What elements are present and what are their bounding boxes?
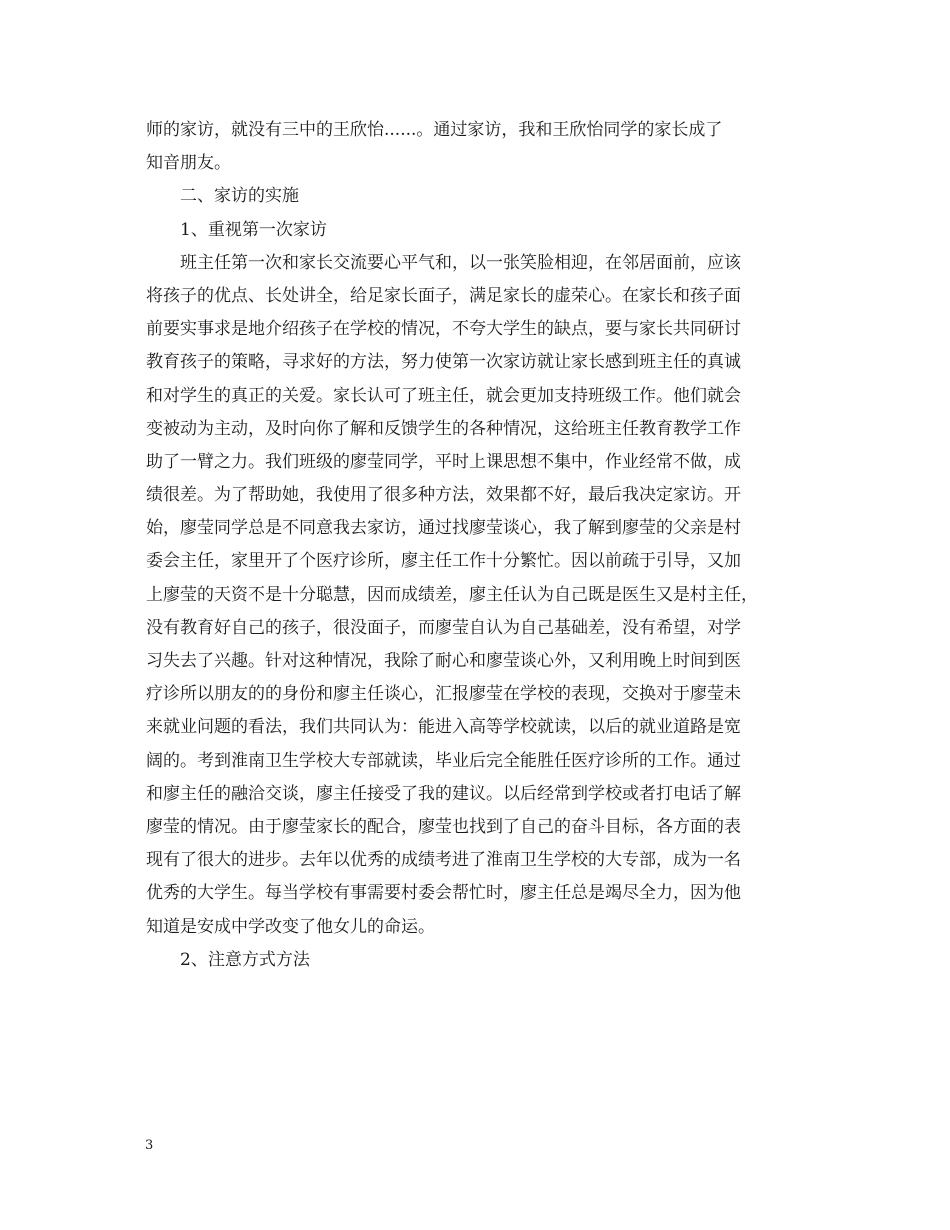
- text-line: 现有了很大的进步。去年以优秀的成绩考进了淮南卫生学校的大专部，成为一名: [146, 850, 741, 871]
- section-heading: 二、家访的实施: [180, 186, 299, 207]
- subsection-heading: 2、注意方式方法: [180, 949, 310, 970]
- text-line: 知音朋友。: [146, 153, 231, 174]
- text-line: 习失去了兴趣。针对这种情况，我除了耐心和廖莹谈心外，又利用晚上时间到医: [146, 651, 741, 671]
- text-line: 师的家访，就没有三中的王欣怡......。通过家访，我和王欣怡同学的家长成了: [146, 120, 723, 140]
- text-line: 班主任第一次和家长交流要心平气和，以一张笑脸相迎，在邻居面前，应该: [180, 252, 741, 273]
- text-line: 将孩子的优点、长处讲全，给足家长面子，满足家长的虚荣心。在家长和孩子面: [146, 285, 741, 306]
- text-line: 委会主任，家里开了个医疗诊所，廖主任工作十分繁忙。因以前疏于引导，又加: [146, 551, 741, 572]
- text-line: 和对学生的真正的关爱。家长认可了班主任，就会更加支持班级工作。他们就会: [146, 385, 741, 406]
- text-line: 始，廖莹同学总是不同意我去家访，通过找廖莹谈心，我了解到廖莹的父亲是村: [146, 518, 741, 539]
- text-line: 知道是安成中学改变了他女儿的命运。: [146, 916, 435, 937]
- subsection-heading: 1、重视第一次家访: [180, 219, 327, 240]
- text-line: 疗诊所以朋友的的身份和廖主任谈心，汇报廖莹在学校的表现，交换对于廖莹未: [146, 684, 741, 705]
- text-line: 教育孩子的策略，寻求好的方法，努力使第一次家访就让家长感到班主任的真诚: [146, 352, 741, 373]
- text-line: 上廖莹的天资不是十分聪慧，因而成绩差，廖主任认为自己既是医生又是村主任，: [146, 584, 758, 605]
- page-number: 3: [145, 1138, 154, 1153]
- text-line: 变被动为主动，及时向你了解和反馈学生的各种情况，这给班主任教育教学工作: [146, 418, 741, 439]
- text-line: 前要实事求是地介绍孩子在学校的情况，不夸大学生的缺点，要与家长共同研讨: [146, 319, 741, 340]
- text-line: 阔的。考到淮南卫生学校大专部就读，毕业后完全能胜任医疗诊所的工作。通过: [146, 750, 741, 771]
- text-line: 绩很差。为了帮助她，我使用了很多种方法，效果都不好，最后我决定家访。开: [146, 485, 741, 506]
- text-line: 没有教育好自己的孩子，很没面子，而廖莹自认为自己基础差，没有希望，对学: [146, 617, 741, 638]
- document-body: [146, 114, 806, 977]
- text-line: 来就业问题的看法，我们共同认为：能进入高等学校就读，以后的就业道路是宽: [146, 717, 741, 738]
- text-line: 优秀的大学生。每当学校有事需要村委会帮忙时，廖主任总是竭尽全力，因为他: [146, 883, 741, 904]
- text-line: 和廖主任的融洽交谈，廖主任接受了我的建议。以后经常到学校或者打电话了解: [146, 783, 741, 804]
- text-line: 廖莹的情况。由于廖莹家长的配合，廖莹也找到了自己的奋斗目标，各方面的表: [146, 816, 741, 837]
- text-line: 助了一臂之力。我们班级的廖莹同学，平时上课思想不集中，作业经常不做，成: [146, 451, 741, 472]
